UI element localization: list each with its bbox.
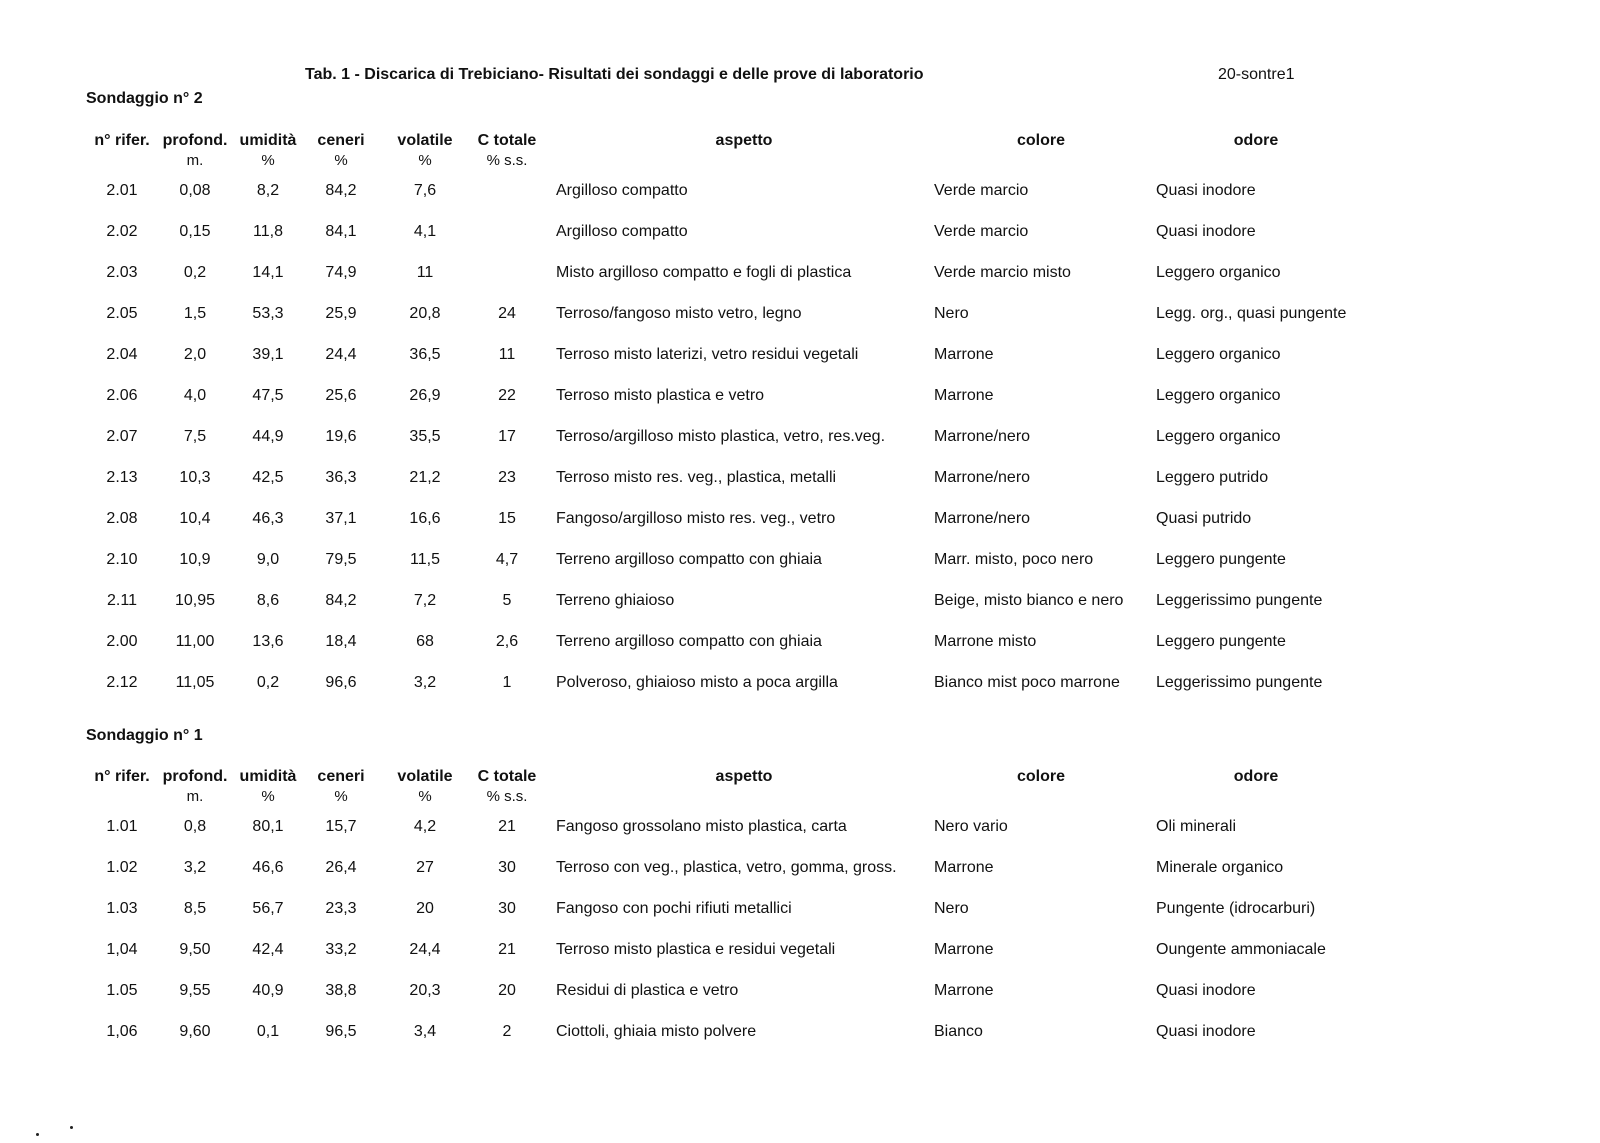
cell-rifer: 2.12 [106,674,138,691]
cell-odore: Leggero organico [1156,264,1281,281]
cell-umidita: 44,9 [252,428,284,445]
table-row [0,817,1600,858]
column-header-unit: % [334,788,348,805]
column-header-label: profond. [162,132,228,149]
scan-speck [36,1133,39,1136]
cell-colore: Marrone [934,387,994,404]
table-row [0,550,1600,591]
cell-aspetto: Terreno argilloso compatto con ghiaia [556,633,822,650]
cell-volatile: 3,2 [413,674,437,691]
cell-profond: 7,5 [183,428,207,445]
cell-colore: Marrone [934,346,994,363]
cell-rifer: 2.01 [106,182,138,199]
cell-profond: 3,2 [183,859,207,876]
cell-colore: Marrone [934,941,994,958]
cell-profond: 0,2 [183,264,207,281]
cell-profond: 2,0 [183,346,207,363]
cell-odore: Quasi inodore [1156,1023,1256,1040]
table-row [0,222,1600,263]
column-header-aspetto [684,767,804,787]
cell-profond: 0,15 [179,223,211,240]
data-table-sondaggio-1 [0,767,1600,1063]
cell-umidita: 0,1 [256,1023,280,1040]
cell-volatile: 16,6 [409,510,441,527]
section-label-sondaggio-1: Sondaggio n° 1 [86,727,203,744]
cell-colore: Marrone/nero [934,469,1031,486]
column-header-label: colore [1016,768,1065,785]
cell-aspetto: Argilloso compatto [556,182,688,199]
cell-profond: 11,05 [175,674,215,691]
cell-aspetto: Terroso misto res. veg., plastica, metalli [556,469,837,486]
cell-aspetto: Terreno argilloso compatto con ghiaia [556,551,822,568]
cell-ceneri: 25,9 [325,305,357,322]
table-row [0,981,1600,1022]
cell-rifer: 1.05 [106,982,138,999]
cell-rifer: 2.13 [106,469,138,486]
cell-c-totale: 17 [498,428,516,445]
column-header-label: n° rifer. [94,132,150,149]
cell-volatile: 4,1 [413,223,437,240]
table-header [0,767,1600,817]
cell-aspetto: Terroso misto plastica e vetro [556,387,765,404]
cell-umidita: 8,6 [256,592,280,609]
cell-umidita: 13,6 [252,633,284,650]
cell-rifer: 2.04 [106,346,138,363]
column-header-unit: % [418,788,432,805]
cell-umidita: 46,6 [252,859,284,876]
cell-ceneri: 37,1 [325,510,357,527]
table-row [0,263,1600,304]
cell-volatile: 26,9 [409,387,441,404]
cell-ceneri: 33,2 [325,941,357,958]
cell-rifer: 2.02 [106,223,138,240]
column-header-umidita [234,131,302,171]
cell-odore: Quasi inodore [1156,223,1256,240]
cell-rifer: 1,06 [106,1023,138,1040]
cell-umidita: 0,2 [256,674,280,691]
cell-profond: 0,08 [179,182,211,199]
cell-c-totale: 30 [498,859,516,876]
column-header-rifer [86,767,158,787]
cell-volatile: 24,4 [409,941,441,958]
column-header-volatile [390,131,460,171]
column-header-umidita [234,767,302,807]
cell-umidita: 40,9 [252,982,284,999]
cell-c-totale: 23 [498,469,516,486]
cell-odore: Minerale organico [1156,859,1284,876]
cell-umidita: 14,1 [252,264,284,281]
column-header-label: odore [1233,768,1279,785]
table-row [0,940,1600,981]
cell-aspetto: Misto argilloso compatto e fogli di plastica [556,264,852,281]
cell-volatile: 4,2 [413,818,437,835]
cell-volatile: 7,2 [413,592,437,609]
column-header-profond [156,131,234,171]
cell-volatile: 7,6 [413,182,437,199]
table-row [0,181,1600,222]
column-header-profond [156,767,234,807]
cell-c-totale: 5 [502,592,512,609]
cell-c-totale: 11 [498,346,516,363]
cell-aspetto: Terroso misto plastica e residui vegetali [556,941,836,958]
cell-ceneri: 26,4 [325,859,357,876]
cell-colore: Beige, misto bianco e nero [934,592,1124,609]
cell-ceneri: 74,9 [325,264,357,281]
column-header-c-totale [472,131,542,171]
column-header-label: n° rifer. [94,768,150,785]
cell-odore: Quasi putrido [1156,510,1252,527]
cell-volatile: 35,5 [409,428,441,445]
column-header-label: aspetto [715,768,773,785]
cell-rifer: 2.05 [106,305,138,322]
table-row [0,304,1600,345]
cell-volatile: 11 [416,264,434,281]
cell-aspetto: Polveroso, ghiaioso misto a poca argilla [556,674,838,691]
cell-aspetto: Terroso/fangoso misto vetro, legno [556,305,802,322]
column-header-label: volatile [397,768,453,785]
cell-odore: Leggerissimo pungente [1156,592,1323,609]
table-row [0,591,1600,632]
cell-colore: Marrone misto [934,633,1037,650]
cell-aspetto: Terroso misto laterizi, vetro residui vegetali [556,346,859,363]
column-header-unit: % [261,152,275,169]
cell-ceneri: 96,5 [325,1023,357,1040]
cell-rifer: 2.08 [106,510,138,527]
column-header-unit: % s.s. [486,788,528,805]
cell-volatile: 68 [416,633,434,650]
cell-odore: Leggerissimo pungente [1156,674,1323,691]
cell-rifer: 2.10 [106,551,138,568]
cell-rifer: 1.02 [106,859,138,876]
cell-profond: 11,00 [175,633,215,650]
cell-c-totale: 1 [502,674,512,691]
column-header-volatile [390,767,460,807]
table-row [0,468,1600,509]
cell-ceneri: 38,8 [325,982,357,999]
cell-profond: 8,5 [183,900,207,917]
cell-odore: Leggero pungente [1156,633,1286,650]
cell-profond: 4,0 [183,387,207,404]
table-row [0,632,1600,673]
column-header-ceneri [310,767,372,807]
cell-ceneri: 36,3 [325,469,357,486]
cell-profond: 9,55 [179,982,211,999]
cell-ceneri: 84,2 [325,592,357,609]
cell-colore: Nero [934,305,969,322]
cell-ceneri: 25,6 [325,387,357,404]
column-header-rifer [86,131,158,151]
cell-c-totale: 24 [498,305,516,322]
cell-c-totale: 30 [498,900,516,917]
cell-c-totale: 2 [502,1023,512,1040]
cell-aspetto: Terroso/argilloso misto plastica, vetro, res.veg. [556,428,886,445]
table-header [0,131,1600,181]
column-header-unit: m. [186,788,204,805]
column-header-unit: % [261,788,275,805]
cell-umidita: 42,5 [252,469,284,486]
cell-ceneri: 15,7 [325,818,357,835]
column-header-odore [1196,767,1316,787]
cell-odore: Leggero pungente [1156,551,1286,568]
table-row [0,1022,1600,1063]
cell-aspetto: Fangoso grossolano misto plastica, carta [556,818,847,835]
cell-colore: Marrone [934,859,994,876]
cell-ceneri: 18,4 [325,633,357,650]
column-header-label: profond. [162,768,228,785]
cell-rifer: 2.00 [106,633,138,650]
cell-colore: Verde marcio [934,182,1029,199]
cell-c-totale: 2,6 [495,633,519,650]
cell-odore: Legg. org., quasi pungente [1156,305,1347,322]
table-row [0,427,1600,468]
column-header-label: umidità [239,132,297,149]
cell-aspetto: Terroso con veg., plastica, vetro, gomma, gross. [556,859,897,876]
column-header-label: umidità [239,768,297,785]
cell-rifer: 2.06 [106,387,138,404]
cell-colore: Verde marcio misto [934,264,1071,281]
table-row [0,899,1600,940]
cell-rifer: 1.01 [106,818,138,835]
cell-odore: Leggero organico [1156,387,1281,404]
cell-c-totale: 21 [498,941,516,958]
cell-colore: Bianco [934,1023,983,1040]
cell-umidita: 42,4 [252,941,284,958]
cell-profond: 0,8 [183,818,207,835]
cell-odore: Leggero putrido [1156,469,1269,486]
table-row [0,858,1600,899]
table-row [0,673,1600,714]
cell-ceneri: 19,6 [325,428,357,445]
cell-colore: Verde marcio [934,223,1029,240]
column-header-label: ceneri [317,132,365,149]
cell-aspetto: Fangoso/argilloso misto res. veg., vetro [556,510,836,527]
column-header-colore [981,767,1101,787]
cell-profond: 9,60 [179,1023,211,1040]
cell-rifer: 2.11 [107,592,137,609]
cell-umidita: 11,8 [253,223,283,240]
cell-aspetto: Fangoso con pochi rifiuti metallici [556,900,792,917]
cell-rifer: 2.07 [106,428,138,445]
cell-volatile: 11,5 [410,551,440,568]
cell-aspetto: Residui di plastica e vetro [556,982,739,999]
table-body [0,817,1600,1063]
column-header-unit: % [418,152,432,169]
table-row [0,345,1600,386]
cell-colore: Nero [934,900,969,917]
cell-colore: Nero vario [934,818,1008,835]
cell-c-totale: 4,7 [495,551,519,568]
cell-c-totale: 20 [498,982,516,999]
column-header-colore [981,131,1101,151]
cell-umidita: 8,2 [256,182,280,199]
column-header-label: colore [1016,132,1065,149]
cell-ceneri: 24,4 [325,346,357,363]
column-header-label: C totale [477,768,537,785]
cell-aspetto: Terreno ghiaioso [556,592,675,609]
table-row [0,509,1600,550]
cell-volatile: 27 [416,859,434,876]
column-header-unit: % [334,152,348,169]
cell-volatile: 20,8 [409,305,441,322]
cell-odore: Leggero organico [1156,346,1281,363]
column-header-label: C totale [477,132,537,149]
cell-umidita: 47,5 [252,387,284,404]
cell-aspetto: Ciottoli, ghiaia misto polvere [556,1023,757,1040]
cell-odore: Quasi inodore [1156,982,1256,999]
cell-profond: 10,4 [179,510,211,527]
cell-umidita: 46,3 [252,510,284,527]
cell-profond: 10,9 [179,551,211,568]
section-label-sondaggio-2: Sondaggio n° 2 [86,90,203,107]
cell-ceneri: 79,5 [325,551,357,568]
cell-volatile: 20 [416,900,434,917]
cell-umidita: 56,7 [252,900,284,917]
cell-colore: Marr. misto, poco nero [934,551,1094,568]
cell-rifer: 2.03 [106,264,138,281]
cell-ceneri: 23,3 [325,900,357,917]
cell-profond: 1,5 [183,305,207,322]
cell-umidita: 53,3 [252,305,284,322]
cell-odore: Oungente ammoniacale [1156,941,1326,958]
cell-profond: 9,50 [179,941,211,958]
cell-volatile: 21,2 [409,469,441,486]
column-header-label: volatile [397,132,453,149]
cell-rifer: 1,04 [106,941,138,958]
cell-colore: Bianco mist poco marrone [934,674,1120,691]
cell-rifer: 1.03 [106,900,138,917]
cell-ceneri: 84,2 [325,182,357,199]
document-code: 20-sontre1 [1218,66,1295,83]
column-header-ceneri [310,131,372,171]
cell-profond: 10,3 [179,469,211,486]
column-header-label: ceneri [317,768,365,785]
cell-colore: Marrone/nero [934,428,1031,445]
cell-umidita: 39,1 [252,346,284,363]
cell-umidita: 9,0 [256,551,280,568]
cell-colore: Marrone/nero [934,510,1031,527]
cell-c-totale: 15 [498,510,516,527]
cell-c-totale: 22 [498,387,516,404]
column-header-unit: m. [186,152,204,169]
scan-speck [70,1126,73,1129]
cell-ceneri: 84,1 [325,223,357,240]
cell-volatile: 36,5 [409,346,441,363]
column-header-aspetto [684,131,804,151]
table-row [0,386,1600,427]
cell-ceneri: 96,6 [325,674,357,691]
column-header-odore [1196,131,1316,151]
data-table-sondaggio-2 [0,131,1600,714]
column-header-c-totale [472,767,542,807]
cell-volatile: 3,4 [413,1023,437,1040]
table-body [0,181,1600,714]
column-header-label: aspetto [715,132,773,149]
cell-c-totale: 21 [498,818,516,835]
document-title: Tab. 1 - Discarica di Trebiciano- Risultati dei sondaggi e delle prove di laboratorio [305,66,924,83]
cell-odore: Quasi inodore [1156,182,1256,199]
column-header-label: odore [1233,132,1279,149]
cell-umidita: 80,1 [252,818,284,835]
cell-colore: Marrone [934,982,994,999]
cell-odore: Pungente (idrocarburi) [1156,900,1316,917]
cell-profond: 10,95 [174,592,216,609]
cell-odore: Leggero organico [1156,428,1281,445]
column-header-unit: % s.s. [486,152,528,169]
cell-aspetto: Argilloso compatto [556,223,688,240]
cell-odore: Oli minerali [1156,818,1237,835]
cell-volatile: 20,3 [409,982,441,999]
